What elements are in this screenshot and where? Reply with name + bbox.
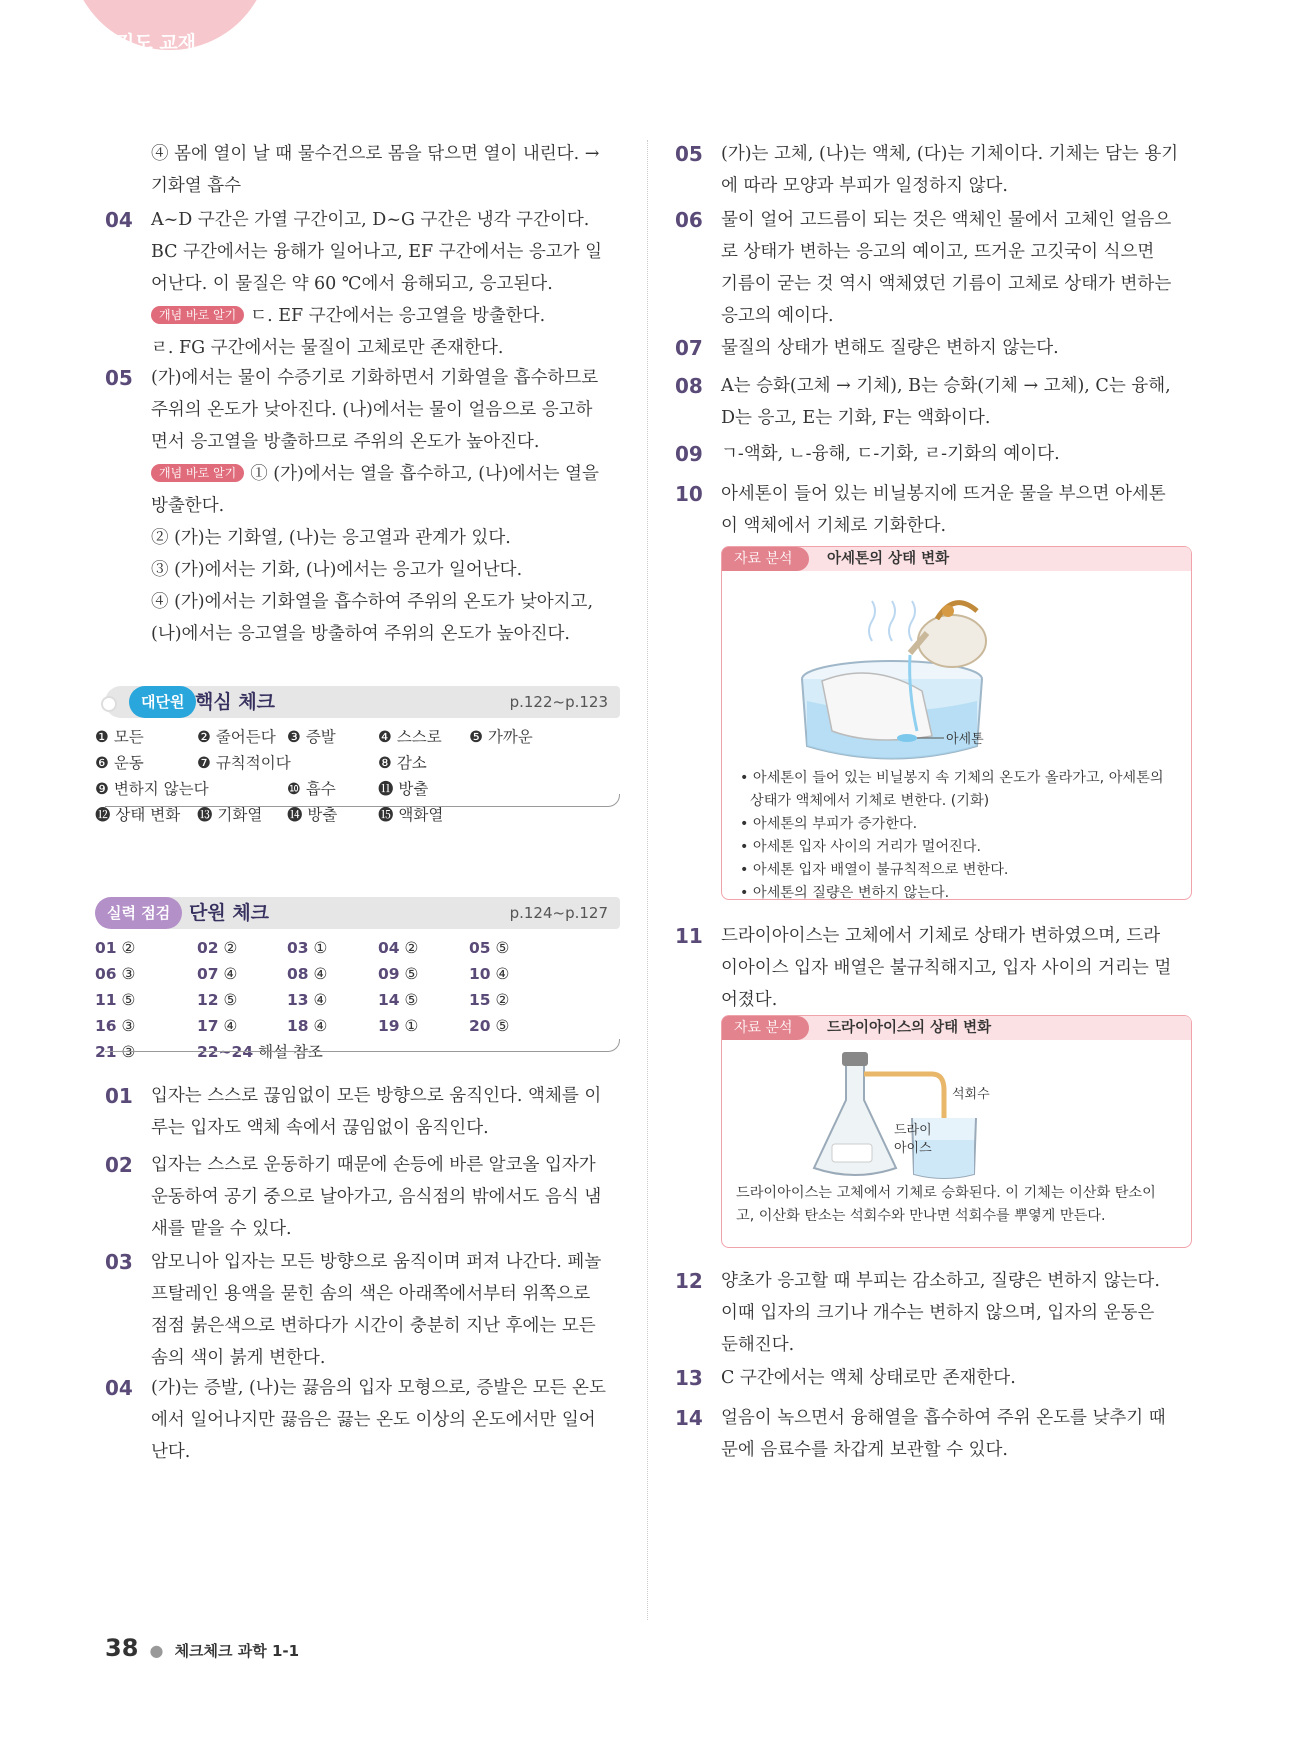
answer-value: ② bbox=[223, 939, 238, 957]
dot-icon: ● bbox=[149, 1641, 164, 1660]
unit-check-header bbox=[105, 897, 620, 929]
question-number: 14 bbox=[378, 991, 400, 1009]
question-number: 22~24 bbox=[197, 1043, 254, 1061]
item-number: 04 bbox=[105, 1376, 133, 1400]
question-number: 05 bbox=[469, 939, 491, 957]
unit-answer bbox=[197, 987, 237, 1013]
text-line: 난다. bbox=[151, 1442, 191, 1462]
question-number: 11 bbox=[95, 991, 117, 1009]
answer: ❼ 규칙적이다 bbox=[197, 754, 291, 772]
item-number: 08 bbox=[675, 374, 703, 398]
analysis-caption bbox=[722, 1180, 1191, 1228]
text-line: 면서 응고열을 방출하므로 주위의 온도가 높아진다. bbox=[151, 432, 540, 452]
text-line: 주위의 온도가 낮아진다. (나)에서는 물이 얼음으로 응고하 bbox=[151, 400, 593, 420]
text-line: 운동하여 공기 중으로 날아가고, 음식점의 밖에서도 음식 냄 bbox=[151, 1187, 602, 1207]
answer-value: ④ bbox=[223, 1017, 238, 1035]
unit-answer bbox=[287, 935, 327, 961]
text-line: 이 액체에서 기체로 기화한다. bbox=[721, 516, 947, 536]
text-line: 암모니아 입자는 모든 방향으로 움직이며 퍼져 나간다. 페놀 bbox=[151, 1252, 602, 1272]
dry-ice-label-2: 아이스 bbox=[894, 1141, 932, 1156]
answer-value: ① bbox=[404, 1017, 419, 1035]
text-line: ④ (가)에서는 기화열을 흡수하여 주위의 온도가 낮아지고, bbox=[151, 592, 594, 612]
answer: ❻ 운동 bbox=[95, 754, 144, 772]
answer-value: ③ bbox=[121, 1043, 136, 1061]
text-line: A~D 구간은 가열 구간이고, D~G 구간은 냉각 구간이다. bbox=[151, 210, 590, 230]
item-number: 11 bbox=[675, 924, 703, 948]
core-check-title: 핵심 체크 bbox=[195, 691, 276, 713]
analysis-tag: 자료 분석 bbox=[722, 547, 809, 571]
text-line: 둔해진다. bbox=[721, 1335, 795, 1355]
answer-value: ⑤ bbox=[404, 991, 419, 1009]
unit-answer bbox=[197, 935, 237, 961]
text-line: (가)는 고체, (나)는 액체, (다)는 기체이다. 기체는 담는 용기 bbox=[721, 144, 1179, 164]
text-line: 이아이스 입자 배열은 불규칙해지고, 입자 사이의 거리는 멀 bbox=[721, 958, 1172, 978]
question-number: 07 bbox=[197, 965, 219, 983]
text-line: ㄷ. EF 구간에서는 응고열을 방출한다. bbox=[250, 306, 546, 326]
text-line: ㄹ. FG 구간에서는 물질이 고체로만 존재한다. bbox=[151, 338, 504, 358]
answer: ⓭ 기화열 bbox=[197, 806, 263, 824]
bullet-text: 아세톤이 들어 있는 비닐봉지 속 기체의 온도가 올라가고, 아세톤의 상태가 액체에서 기체로 변한다. (기화) bbox=[750, 770, 1164, 809]
question-number: 13 bbox=[287, 991, 309, 1009]
answer-value: ② bbox=[121, 939, 136, 957]
core-check-pill: 대단원 bbox=[129, 686, 196, 718]
text-line: 양초가 응고할 때 부피는 감소하고, 질량은 변하지 않는다. bbox=[721, 1271, 1160, 1291]
book-title: 체크체크 과학 1-1 bbox=[174, 1642, 300, 1660]
text-line: 로 상태가 변하는 응고의 예이고, 뜨거운 고깃국이 식으면 bbox=[721, 242, 1155, 262]
bullet-text: 아세톤의 질량은 변하지 않는다. bbox=[752, 885, 950, 901]
column-divider bbox=[647, 140, 648, 1620]
question-number: 20 bbox=[469, 1017, 491, 1035]
unit-answer bbox=[378, 935, 418, 961]
text-line: 점점 붉은색으로 변하다가 시간이 충분히 지난 후에는 모든 bbox=[151, 1316, 596, 1336]
text-line: 프탈레인 용액을 묻힌 솜의 색은 아래쪽에서부터 위쪽으로 bbox=[151, 1284, 591, 1304]
unit-answer bbox=[287, 1013, 327, 1039]
item-number: 13 bbox=[675, 1366, 703, 1390]
question-number: 15 bbox=[469, 991, 491, 1009]
item-number: 10 bbox=[675, 482, 703, 506]
text-line: 입자는 스스로 운동하기 때문에 손등에 바른 알코올 입자가 bbox=[151, 1155, 596, 1175]
unit-answer bbox=[469, 935, 509, 961]
page-number: 38 bbox=[105, 1634, 139, 1662]
acetone-illustration bbox=[722, 571, 1191, 761]
answer-value: 해설 참조 bbox=[258, 1043, 323, 1061]
analysis-header bbox=[722, 547, 1191, 571]
analysis-header bbox=[722, 1016, 1191, 1040]
item-number: 06 bbox=[675, 208, 703, 232]
answer-value: ④ bbox=[495, 965, 510, 983]
unit-check-pages: p.124~p.127 bbox=[509, 904, 608, 922]
core-check-box bbox=[95, 686, 620, 824]
question-number: 08 bbox=[287, 965, 309, 983]
limewater-label: 석회수 bbox=[952, 1087, 990, 1102]
text-line: ② (가)는 기화열, (나)는 응고열과 관계가 있다. bbox=[151, 528, 511, 548]
text-line: 루는 입자도 액체 속에서 끊임없이 움직인다. bbox=[151, 1118, 489, 1138]
answer: ⓬ 상태 변화 bbox=[95, 806, 181, 824]
text-line: 이때 입자의 크기나 개수는 변하지 않으며, 입자의 운동은 bbox=[721, 1303, 1155, 1323]
text-line: 기름이 굳는 것 역시 액체였던 기름이 고체로 상태가 변하는 bbox=[721, 274, 1172, 294]
answer: ⓫ 방출 bbox=[378, 780, 429, 798]
answer-value: ④ bbox=[223, 965, 238, 983]
item-number: 07 bbox=[675, 336, 703, 360]
unit-answer bbox=[469, 961, 509, 987]
concept-badge: 개념 바로 알기 bbox=[151, 464, 244, 482]
unit-check-title: 단원 체크 bbox=[189, 902, 270, 924]
unit-answer bbox=[95, 935, 135, 961]
unit-answer bbox=[469, 987, 509, 1013]
item-number: 14 bbox=[675, 1406, 703, 1430]
text-line: ㄱ-액화, ㄴ-융해, ㄷ-기화, ㄹ-기화의 예이다. bbox=[721, 444, 1060, 464]
answer-value: ③ bbox=[121, 965, 136, 983]
unit-answer bbox=[378, 961, 418, 987]
answer-value: ⑤ bbox=[404, 965, 419, 983]
dry-ice-label-1: 드라이 bbox=[894, 1123, 932, 1138]
answer-value: ② bbox=[404, 939, 419, 957]
text-line: ③ (가)에서는 기화, (나)에서는 응고가 일어난다. bbox=[151, 560, 523, 580]
answer: ❾ 변하지 않는다 bbox=[95, 780, 209, 798]
section-tab-label: 진도 교재 bbox=[116, 32, 197, 54]
text-line: ① (가)에서는 열을 흡수하고, (나)에서는 열을 bbox=[250, 464, 599, 484]
unit-answer bbox=[197, 961, 237, 987]
answer-value: ⑤ bbox=[121, 991, 136, 1009]
dry-ice-illustration bbox=[722, 1040, 1191, 1180]
text-line: 새를 맡을 수 있다. bbox=[151, 1219, 292, 1239]
unit-answer bbox=[469, 1013, 509, 1039]
analysis-bullets bbox=[722, 761, 1191, 905]
text-line: 얼음이 녹으면서 융해열을 흡수하여 주위 온도를 낮추기 때 bbox=[721, 1408, 1166, 1428]
unit-answer bbox=[287, 961, 327, 987]
question-number: 01 bbox=[95, 939, 117, 957]
text-line: (가)는 증발, (나)는 끓음의 입자 모형으로, 증발은 모든 온도 bbox=[151, 1378, 606, 1398]
box-border bbox=[105, 1039, 620, 1052]
question-number: 03 bbox=[287, 939, 309, 957]
text-line: 드라이아이스는 고체에서 기체로 상태가 변하였으며, 드라 bbox=[721, 926, 1161, 946]
section-tab bbox=[70, 0, 270, 54]
answer: ❷ 줄어든다 bbox=[197, 728, 276, 746]
answer: ❶ 모든 bbox=[95, 728, 144, 746]
acetone-label: 아세톤 bbox=[946, 732, 984, 747]
text-line: ④ 몸에 열이 날 때 물수건으로 몸을 닦으면 열이 내린다. → bbox=[151, 144, 600, 164]
core-check-pages: p.122~p.123 bbox=[509, 693, 608, 711]
item-number: 02 bbox=[105, 1153, 133, 1177]
analysis-box-acetone bbox=[721, 546, 1192, 900]
bullet-item: • 아세톤의 질량은 변하지 않는다. bbox=[740, 885, 950, 901]
item-number: 03 bbox=[105, 1250, 133, 1274]
question-number: 06 bbox=[95, 965, 117, 983]
text-line: 물질의 상태가 변해도 질량은 변하지 않는다. bbox=[721, 338, 1059, 358]
analysis-box-dry-ice bbox=[721, 1015, 1192, 1248]
question-number: 16 bbox=[95, 1017, 117, 1035]
text-line: 에 따라 모양과 부피가 일정하지 않다. bbox=[721, 176, 1008, 196]
text-line: 문에 음료수를 차갑게 보관할 수 있다. bbox=[721, 1440, 1008, 1460]
answer-value: ③ bbox=[121, 1017, 136, 1035]
box-border bbox=[105, 794, 620, 807]
text-line: 아세톤이 들어 있는 비닐봉지에 뜨거운 물을 부으면 아세톤 bbox=[721, 484, 1166, 504]
answer: ⓮ 방출 bbox=[287, 806, 338, 824]
answer-value: ⑤ bbox=[495, 1017, 510, 1035]
text-line: D는 응고, E는 기화, F는 액화이다. bbox=[721, 408, 991, 428]
unit-check-pill: 실력 점검 bbox=[95, 897, 182, 929]
bullet-item: • 아세톤 입자 사이의 거리가 멀어진다. bbox=[740, 839, 982, 855]
analysis-tag: 자료 분석 bbox=[722, 1016, 809, 1040]
text-line: 에서 일어나지만 끓음은 끓는 온도 이상의 온도에서만 일어 bbox=[151, 1410, 596, 1430]
bullet-text: 아세톤 입자 사이의 거리가 멀어진다. bbox=[752, 839, 982, 855]
answer-value: ④ bbox=[313, 965, 328, 983]
text-line: 응고의 예이다. bbox=[721, 306, 834, 326]
core-check-header bbox=[105, 686, 620, 718]
question-number: 10 bbox=[469, 965, 491, 983]
bullet-item: • 아세톤 입자 배열이 불규칙적으로 변한다. bbox=[740, 862, 1009, 878]
item-number: 01 bbox=[105, 1084, 133, 1108]
text-line: 솜의 색이 붉게 변한다. bbox=[151, 1348, 326, 1368]
answer: ❿ 흡수 bbox=[287, 780, 336, 798]
answer: ⓯ 액화열 bbox=[378, 806, 444, 824]
item-number: 05 bbox=[675, 142, 703, 166]
question-number: 21 bbox=[95, 1043, 117, 1061]
text-line: (나)에서는 응고열을 방출하여 주위의 온도가 높아진다. bbox=[151, 624, 570, 644]
text-line: (가)에서는 물이 수증기로 기화하면서 기화열을 흡수하므로 bbox=[151, 368, 599, 388]
text-line: 물이 얼어 고드름이 되는 것은 액체인 물에서 고체인 얼음으 bbox=[721, 210, 1172, 230]
text-line: 기화열 흡수 bbox=[151, 176, 242, 196]
question-number: 19 bbox=[378, 1017, 400, 1035]
text-line: C 구간에서는 액체 상태로만 존재한다. bbox=[721, 1368, 1016, 1388]
caption-line: 드라이아이스는 고체에서 기체로 승화된다. 이 기체는 이산화 탄소이 bbox=[736, 1185, 1156, 1201]
text-line: 입자는 스스로 끊임없이 모든 방향으로 움직인다. 액체를 이 bbox=[151, 1086, 602, 1106]
unit-answer bbox=[378, 987, 418, 1013]
answer: ❸ 증발 bbox=[287, 728, 336, 746]
question-number: 02 bbox=[197, 939, 219, 957]
answer: ❽ 감소 bbox=[378, 754, 427, 772]
question-number: 09 bbox=[378, 965, 400, 983]
answer-value: ⑤ bbox=[223, 991, 238, 1009]
unit-answer bbox=[95, 1013, 135, 1039]
answer: ❹ 스스로 bbox=[378, 728, 442, 746]
question-number: 12 bbox=[197, 991, 219, 1009]
unit-answer bbox=[378, 1013, 418, 1039]
unit-check-box bbox=[95, 897, 620, 1061]
question-number: 18 bbox=[287, 1017, 309, 1035]
answer-value: ④ bbox=[313, 1017, 328, 1035]
caption-line: 고, 이산화 탄소는 석회수와 만나면 석회수를 뿌옇게 만든다. bbox=[736, 1208, 1106, 1224]
concept-badge: 개념 바로 알기 bbox=[151, 306, 244, 324]
answer-value: ④ bbox=[313, 991, 328, 1009]
analysis-title: 드라이아이스의 상태 변화 bbox=[827, 1020, 992, 1036]
item-number: 12 bbox=[675, 1269, 703, 1293]
question-number: 04 bbox=[378, 939, 400, 957]
answer-value: ② bbox=[495, 991, 510, 1009]
unit-answer bbox=[95, 961, 135, 987]
unit-answer bbox=[287, 987, 327, 1013]
text-line: 어난다. 이 물질은 약 60 ℃에서 융해되고, 응고된다. bbox=[151, 274, 553, 294]
text-line: 방출한다. bbox=[151, 496, 225, 516]
item-number: 04 bbox=[105, 208, 133, 232]
unit-answer bbox=[197, 1013, 237, 1039]
question-number: 17 bbox=[197, 1017, 219, 1035]
item-number: 05 bbox=[105, 366, 133, 390]
answer-value: ⑤ bbox=[495, 939, 510, 957]
bullet-item: • 아세톤이 들어 있는 비닐봉지 속 기체의 온도가 올라가고, 아세톤의 상태가 액체에서 기체로 변한다. (기화) bbox=[740, 770, 1164, 809]
text-line: A는 승화(고체 → 기체), B는 승화(기체 → 고체), C는 융해, bbox=[721, 376, 1171, 396]
bullet-text: 아세톤 입자 배열이 불규칙적으로 변한다. bbox=[752, 862, 1009, 878]
unit-answer bbox=[95, 987, 135, 1013]
text-line: 어졌다. bbox=[721, 990, 778, 1010]
bullet-text: 아세톤의 부피가 증가한다. bbox=[752, 816, 918, 832]
page-footer bbox=[105, 1634, 299, 1662]
item-number: 09 bbox=[675, 442, 703, 466]
answer: ❺ 가까운 bbox=[469, 728, 533, 746]
answer-value: ① bbox=[313, 939, 328, 957]
bullet-icon bbox=[101, 696, 117, 712]
text-line: BC 구간에서는 융해가 일어나고, EF 구간에서는 응고가 일 bbox=[151, 242, 602, 262]
analysis-title: 아세톤의 상태 변화 bbox=[827, 551, 950, 567]
bullet-item: • 아세톤의 부피가 증가한다. bbox=[740, 816, 918, 832]
